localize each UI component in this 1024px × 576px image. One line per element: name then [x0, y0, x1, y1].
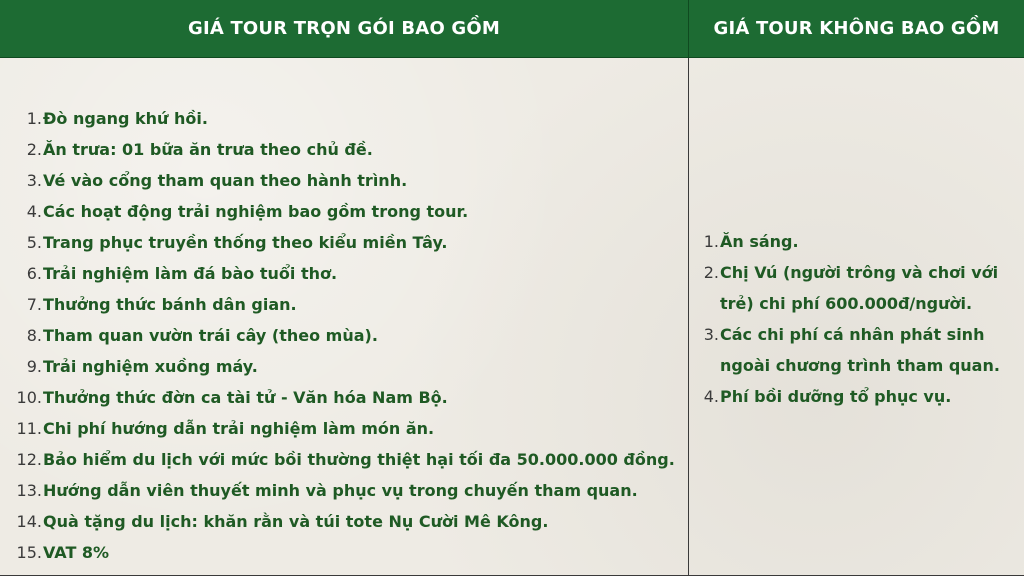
included-list-item: [0, 289, 680, 320]
excluded-list-item: [689, 319, 1014, 381]
list-item-number: 9.: [26, 357, 42, 376]
list-item-number: 4.: [26, 202, 42, 221]
excluded-list-item: [689, 381, 1014, 412]
list-item-text: Đò ngang khứ hồi.: [43, 109, 208, 128]
list-item-text: Hướng dẫn viên thuyết minh và phục vụ trong chuyến tham quan.: [43, 481, 638, 500]
list-item-text: VAT 8%: [43, 543, 110, 562]
list-item-number: 3.: [26, 171, 42, 190]
included-list-item: [0, 103, 680, 134]
list-item-number: 5.: [26, 233, 42, 252]
list-item-number: 4.: [703, 387, 719, 406]
included-list-item: [0, 444, 680, 475]
excluded-list-item: [689, 226, 1014, 257]
excluded-header: [689, 0, 1024, 58]
included-list-item: [0, 227, 680, 258]
list-item-text: Thưởng thức đờn ca tài tử - Văn hóa Nam Bộ.: [43, 388, 448, 407]
list-item-text: Các chi phí cá nhân phát sinh ngoài chương trình tham quan.: [720, 325, 1000, 375]
included-list-item: [0, 165, 680, 196]
included-list-item: [0, 134, 680, 165]
excluded-list: [689, 226, 1014, 412]
included-list-item: [0, 382, 680, 413]
included-cell: [0, 58, 689, 576]
included-list-item: [0, 537, 680, 568]
list-item-text: Bảo hiểm du lịch với mức bồi thường thiệt hại tối đa 50.000.000 đồng.: [43, 450, 675, 469]
list-item-number: 11.: [16, 419, 42, 438]
list-item-text: Ăn trưa: 01 bữa ăn trưa theo chủ đề.: [43, 140, 373, 159]
list-item-number: 13.: [16, 481, 42, 500]
list-item-number: 6.: [26, 264, 42, 283]
included-list-item: [0, 413, 680, 444]
list-item-number: 14.: [16, 512, 42, 531]
excluded-header-label: GIÁ TOUR KHÔNG BAO GỒM: [713, 18, 1000, 39]
included-list-item: [0, 351, 680, 382]
list-item-text: Trải nghiệm làm đá bào tuổi thơ.: [43, 264, 338, 283]
included-list-item: [0, 506, 680, 537]
included-list-item: [0, 475, 680, 506]
excluded-list-item: [689, 257, 1014, 319]
list-item-text: Chị Vú (người trông và chơi với trẻ) chi phí 600.000đ/người.: [720, 263, 999, 313]
list-item-number: 2.: [26, 140, 42, 159]
included-header: [0, 0, 689, 58]
list-item-text: Các hoạt động trải nghiệm bao gồm trong tour.: [43, 202, 469, 221]
list-item-number: 3.: [703, 325, 719, 344]
list-item-text: Chi phí hướng dẫn trải nghiệm làm món ăn.: [43, 419, 435, 438]
list-item-number: 1.: [26, 109, 42, 128]
list-item-number: 12.: [16, 450, 42, 469]
list-item-text: Trang phục truyền thống theo kiểu miền Tây.: [43, 233, 448, 252]
list-item-text: Thưởng thức bánh dân gian.: [43, 295, 297, 314]
list-item-number: 7.: [26, 295, 42, 314]
list-item-number: 2.: [703, 263, 719, 282]
list-item-number: 8.: [26, 326, 42, 345]
list-item-number: 1.: [703, 232, 719, 251]
list-item-number: 15.: [16, 543, 42, 562]
included-list-item: [0, 320, 680, 351]
list-item-text: Vé vào cổng tham quan theo hành trình.: [43, 171, 408, 190]
included-list-item: [0, 196, 680, 227]
list-item-text: Ăn sáng.: [720, 232, 799, 251]
included-header-label: GIÁ TOUR TRỌN GÓI BAO GỒM: [187, 18, 500, 39]
included-list: [0, 103, 680, 568]
list-item-text: Tham quan vườn trái cây (theo mùa).: [43, 326, 378, 345]
list-item-number: 10.: [16, 388, 42, 407]
excluded-cell: [689, 58, 1024, 576]
included-list-item: [0, 258, 680, 289]
list-item-text: Phí bồi dưỡng tổ phục vụ.: [720, 387, 952, 406]
list-item-text: Trải nghiệm xuồng máy.: [43, 357, 258, 376]
list-item-text: Quà tặng du lịch: khăn rằn và túi tote Nụ Cười Mê Kông.: [43, 512, 549, 531]
